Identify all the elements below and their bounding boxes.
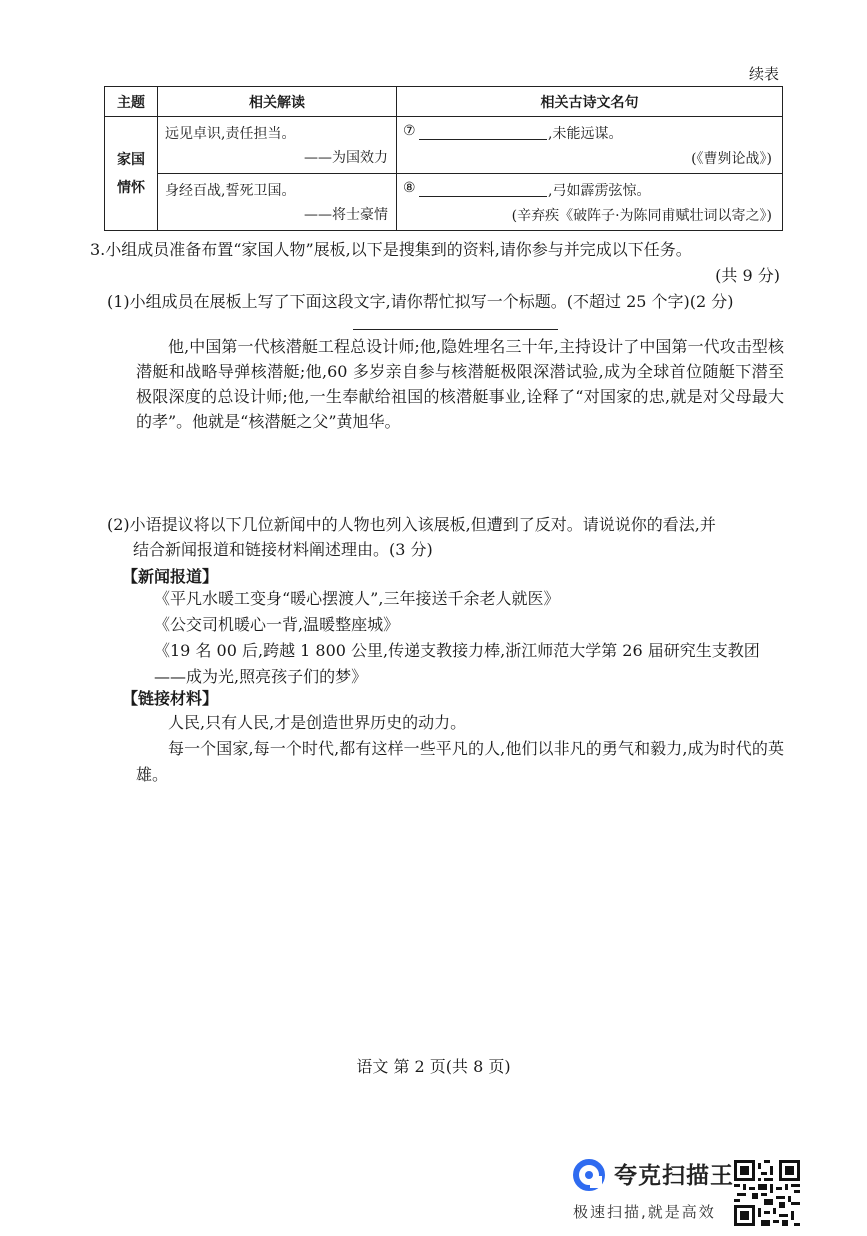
- quote-number: ⑧: [403, 180, 416, 196]
- answer-blank[interactable]: [419, 196, 547, 197]
- passage-text: 他,中国第一代核潜艇工程总设计师;他,隐姓埋名三十年,主持设计了中国第一代攻击型核潜艇和战略导弹核潜艇;他,60 多岁亲自参与核潜艇极限深潜试验,成为全球首位随艇下潜至极限深度的总设计师;他,一生奉献给祖国的核潜艇事业,诠释了“对国家的忠,就是对父母最大的孝”。他就是“核潜艇之父”黄旭华。: [136, 337, 784, 431]
- news-item: 《平凡水暖工变身“暖心摆渡人”,三年接送千余老人就医》: [154, 589, 560, 608]
- theme-line-1: 家国: [117, 151, 145, 168]
- subquestion-2-line-1: (2)小语提议将以下几位新闻中的人物也列入该展板,但遭到了反对。请说说你的看法,并: [107, 515, 716, 534]
- theme-line-2: 情怀: [117, 179, 145, 196]
- scanner-brand-slogan: 极速扫描,就是高效: [573, 1203, 716, 1221]
- quote-source: (《曹刿论战》): [691, 151, 772, 167]
- quote-source: (辛弃疾《破阵子·为陈同甫赋壮词以寄之》): [511, 208, 772, 224]
- theme-cell: [105, 117, 158, 231]
- title-answer-blank[interactable]: [353, 329, 558, 330]
- interpretation-source: ——为国效力: [304, 150, 388, 166]
- news-item: 《公交司机暖心一背,温暖整座城》: [154, 615, 400, 634]
- interpretation-cell: [158, 174, 397, 231]
- link-material-line: 人民,只有人民,才是创造世界历史的动力。: [168, 713, 467, 732]
- table-row: [105, 117, 783, 174]
- link-material-text: [136, 710, 784, 788]
- interpretation-text: 远见卓识,责任担当。: [165, 126, 296, 142]
- table-header-row: [105, 87, 783, 117]
- interpretation-source: ——将士豪情: [304, 207, 388, 223]
- qr-code-icon: [734, 1160, 800, 1226]
- subquestion-1: (1)小组成员在展板上写了下面这段文字,请你帮忙拟写一个标题。(不超过 25 个字)(2 分): [107, 292, 734, 311]
- interpretation-text: 身经百战,誓死卫国。: [165, 183, 296, 199]
- continuation-label: 续表: [748, 65, 779, 83]
- question-3-points: (共 9 分): [715, 266, 780, 285]
- subquestion-2-line-2: 结合新闻报道和链接材料阐述理由。(3 分): [133, 540, 433, 559]
- answer-blank[interactable]: [419, 139, 547, 140]
- news-heading: 【新闻报道】: [122, 567, 219, 586]
- scanner-brand-name: 夸克扫描王: [614, 1163, 734, 1189]
- question-3-stem: 3.小组成员准备布置“家国人物”展板,以下是搜集到的资料,请你参与并完成以下任务。: [90, 240, 692, 259]
- news-list: [154, 586, 784, 690]
- page-footer: 语文 第 2 页(共 8 页): [356, 1057, 511, 1076]
- interpretation-cell: [158, 117, 397, 174]
- quote-tail: ,未能远谋。: [548, 126, 623, 142]
- news-item: 《19 名 00 后,跨越 1 800 公里,传递支教接力棒,浙江师范大学第 26 届研究生支教团——成为光,照亮孩子们的梦》: [154, 641, 760, 686]
- link-material-line: 每一个国家,每一个时代,都有这样一些平凡的人,他们以非凡的勇气和毅力,成为时代的英雄。: [136, 739, 784, 784]
- poetry-theme-table: [104, 86, 783, 231]
- scanner-logo-icon: [572, 1158, 606, 1192]
- table-row: [105, 174, 783, 231]
- header-interpretation: 相关解读: [158, 87, 397, 117]
- quote-number: ⑦: [403, 123, 416, 139]
- header-quotes: 相关古诗文名句: [397, 87, 783, 117]
- subquestion-2: [107, 512, 784, 562]
- link-material-heading: 【链接材料】: [122, 689, 219, 708]
- quote-tail: ,弓如霹雳弦惊。: [548, 183, 651, 199]
- quote-cell: [397, 174, 783, 231]
- quote-cell: [397, 117, 783, 174]
- header-theme: 主题: [105, 87, 158, 117]
